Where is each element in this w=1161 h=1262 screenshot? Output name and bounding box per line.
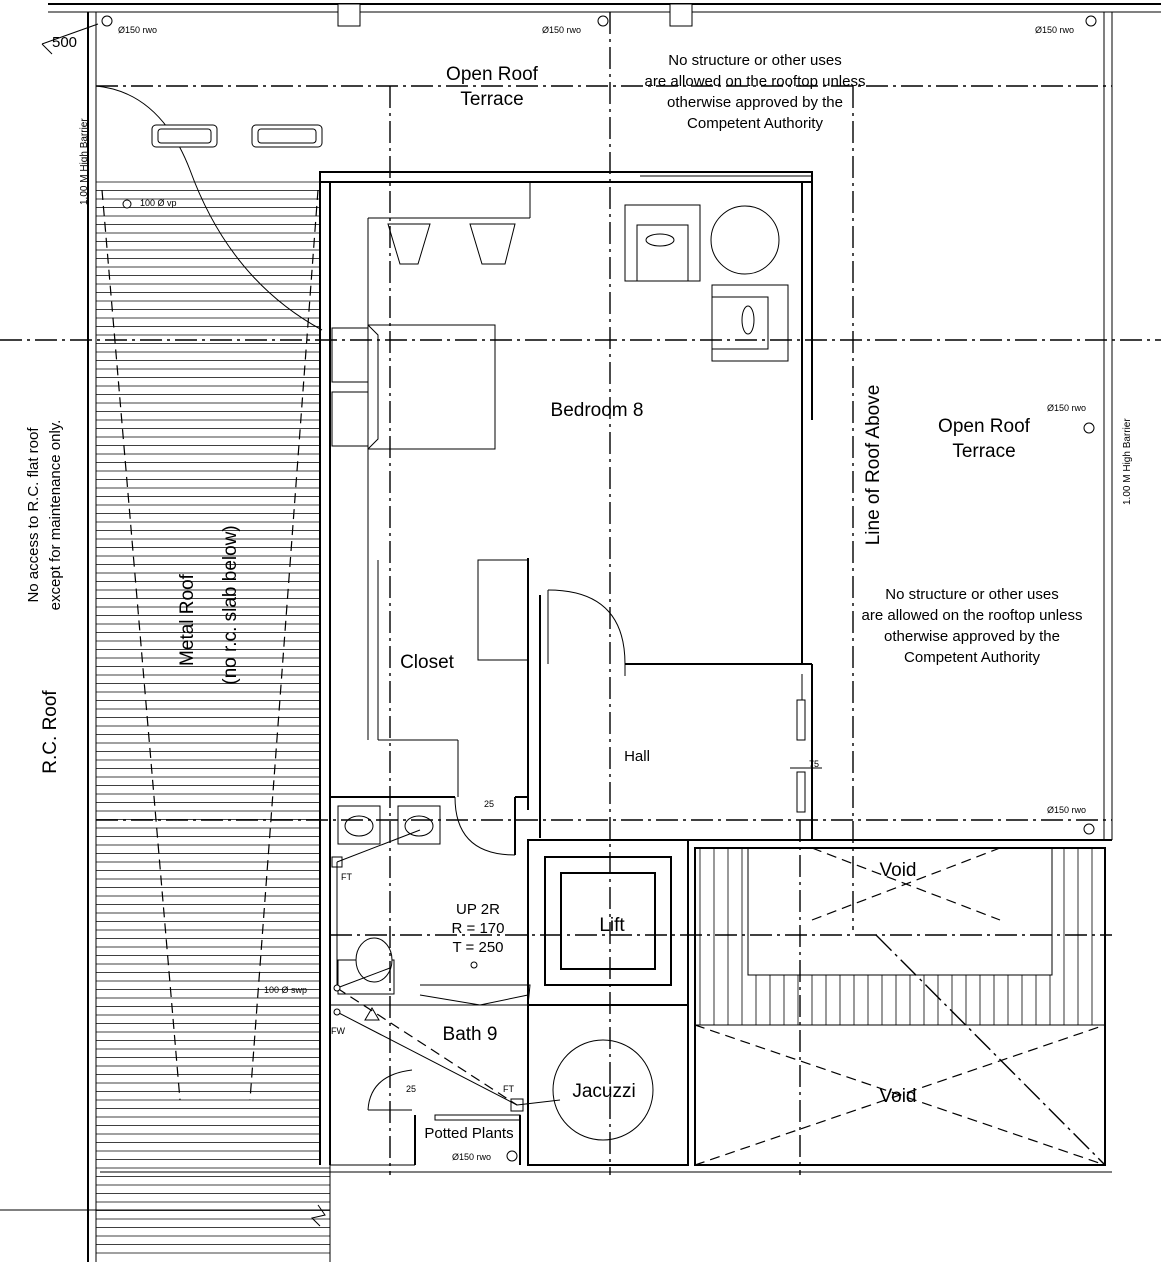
notice-top-line1: No structure or other uses xyxy=(668,52,842,69)
barrier-curve xyxy=(96,86,322,330)
lift-label: Lift xyxy=(599,915,625,936)
notice-right-line2: are allowed on the rooftop unless xyxy=(861,607,1083,624)
barrier-left-label: 1.00 M High Barrier xyxy=(79,118,90,205)
fw-label: FW xyxy=(331,1026,345,1036)
stair-line2: R = 170 xyxy=(451,920,505,937)
sink-1 xyxy=(338,806,380,844)
ft-bath-label: FT xyxy=(503,1084,514,1094)
closet-label: Closet xyxy=(400,652,454,673)
notice-right-line4: Competent Authority xyxy=(904,649,1040,666)
armchair-2 xyxy=(712,285,788,361)
rwo-top-left-label: Ø150 rwo xyxy=(118,25,158,35)
ft-left-label: FT xyxy=(341,872,352,882)
open-roof-top-line2: Terrace xyxy=(460,89,524,110)
round-table xyxy=(711,206,779,274)
stair-line1: UP 2R xyxy=(456,901,500,918)
toilet xyxy=(338,938,394,994)
open-roof-top-line1: Open Roof xyxy=(446,64,538,85)
rwo-right-low-label: Ø150 rwo xyxy=(1047,805,1087,815)
no-rc-slab-label: (no r.c. slab below) xyxy=(220,525,241,685)
lamp-2 xyxy=(470,224,515,264)
open-roof-right-line2: Terrace xyxy=(952,441,1016,462)
metal-roof-label: Metal Roof xyxy=(177,574,198,666)
dim-25-a: 25 xyxy=(484,799,495,809)
rc-roof-label: R.C. Roof xyxy=(40,690,61,774)
hall-label: Hall xyxy=(624,748,650,765)
notice-top-line3: otherwise approved by the xyxy=(667,94,843,111)
dimension-500: 500 xyxy=(52,34,78,51)
notice-right-line1: No structure or other uses xyxy=(885,586,1059,603)
void-upper-label: Void xyxy=(879,860,917,881)
rwo-bottom-label: Ø150 rwo xyxy=(452,1152,492,1162)
jacuzzi-label: Jacuzzi xyxy=(572,1081,636,1102)
swp-pipe-label: 100 Ø swp xyxy=(264,985,308,995)
rwo-right-mid-label: Ø150 rwo xyxy=(1047,403,1087,413)
dim-25-b: 25 xyxy=(406,1084,417,1094)
notice-top-line2: are allowed on the rooftop unless xyxy=(644,73,866,90)
rwo-top-right-label: Ø150 rwo xyxy=(1035,25,1075,35)
no-access-line1: No access to R.C. flat roof xyxy=(25,427,42,603)
armchair-1 xyxy=(625,205,700,281)
bed xyxy=(332,325,495,449)
notice-right-line3: otherwise approved by the xyxy=(884,628,1060,645)
ac-unit-2 xyxy=(252,125,322,147)
bedroom-label: Bedroom 8 xyxy=(550,400,644,421)
vp-pipe-label: 100 Ø vp xyxy=(140,198,177,208)
notice-top-line4: Competent Authority xyxy=(687,115,823,132)
ac-unit-1 xyxy=(152,125,217,147)
open-roof-right-line1: Open Roof xyxy=(938,416,1030,437)
dim-75: 75 xyxy=(809,759,820,769)
furniture xyxy=(152,125,788,1111)
lamp-1 xyxy=(388,224,430,264)
metal-roof-hatching xyxy=(96,182,330,1253)
sink-2 xyxy=(398,806,440,844)
bath-label: Bath 9 xyxy=(442,1024,498,1045)
rwo-top-mid-label: Ø150 rwo xyxy=(542,25,582,35)
stair-line3: T = 250 xyxy=(452,939,504,956)
no-access-line2: except for maintenance only. xyxy=(47,419,64,611)
barrier-right-label: 1.00 M High Barrier xyxy=(1122,418,1133,505)
line-of-roof-label: Line of Roof Above xyxy=(863,384,884,546)
potted-plants-label: Potted Plants xyxy=(424,1125,514,1142)
void-lower-label: Void xyxy=(879,1086,917,1107)
